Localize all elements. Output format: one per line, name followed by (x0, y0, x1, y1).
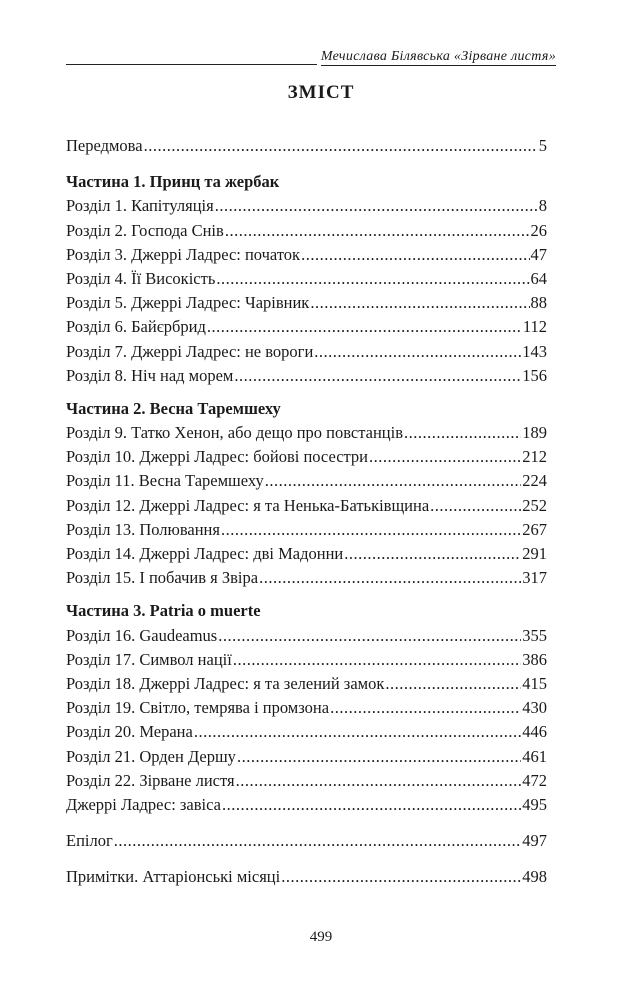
part-heading: Частина 3. Patria o muerte (66, 601, 261, 621)
entry-page: 495 (522, 794, 547, 814)
dot-leader (237, 745, 521, 769)
header-rule (66, 64, 317, 65)
toc-entry-preface[interactable] (66, 134, 547, 158)
entry-page: 430 (522, 698, 547, 718)
toc-entry[interactable] (66, 769, 547, 793)
entry-label: Розділ 9. Татко Хенон, або дещо про повстанців (66, 423, 404, 443)
toc-entry[interactable] (66, 494, 547, 518)
toc-entry[interactable] (66, 291, 547, 315)
entry-label: Розділ 15. І побачив я Звіра (66, 568, 259, 588)
entry-page: 317 (522, 568, 547, 588)
entry-page: 252 (522, 495, 547, 515)
entry-page: 267 (522, 519, 547, 539)
entry-label: Розділ 22. Зірване листя (66, 770, 235, 790)
dot-leader (114, 829, 522, 853)
entry-page: 224 (522, 471, 547, 491)
toc-entry[interactable] (66, 720, 547, 744)
dot-leader (310, 291, 529, 315)
dot-leader (221, 518, 521, 542)
toc-entry[interactable] (66, 219, 547, 243)
entry-page: 88 (530, 293, 547, 313)
entry-page: 415 (522, 673, 547, 693)
entry-label: Примітки. Аттаріонські місяці (66, 867, 281, 887)
dot-leader (234, 364, 521, 388)
entry-label: Розділ 3. Джеррі Ладрес: початок (66, 244, 301, 264)
dot-leader (218, 624, 521, 648)
entry-label: Розділ 13. Полювання (66, 519, 220, 539)
entry-page: 64 (530, 268, 547, 288)
dot-leader (281, 865, 521, 889)
entry-label: Розділ 4. Її Високість (66, 268, 216, 288)
dot-leader (215, 194, 538, 218)
toc-entry-notes[interactable] (66, 865, 547, 889)
dot-leader (369, 445, 521, 469)
toc-entry[interactable] (66, 793, 547, 817)
dot-leader (344, 542, 521, 566)
entry-label: Розділ 5. Джеррі Ладрес: Чарівник (66, 293, 310, 313)
toc-entry[interactable] (66, 745, 547, 769)
running-header (66, 44, 556, 66)
entry-label: Розділ 18. Джеррі Ладрес: я та зелений замок (66, 673, 385, 693)
entry-label: Розділ 14. Джеррі Ладрес: дві Мадонни (66, 544, 344, 563)
entry-label: Розділ 19. Світло, темрява і промзона (66, 698, 330, 718)
toc-entry[interactable] (66, 672, 547, 696)
entry-page: 461 (522, 746, 547, 766)
toc-entry[interactable] (66, 566, 547, 590)
entry-page: 156 (522, 365, 547, 385)
toc-entry[interactable] (66, 542, 547, 566)
dot-leader (236, 769, 522, 793)
dot-leader (225, 219, 530, 243)
toc-entry[interactable] (66, 194, 547, 218)
dot-leader (430, 494, 521, 518)
entry-page: 143 (522, 341, 547, 361)
entry-page: 26 (530, 220, 547, 240)
dot-leader (314, 340, 521, 364)
toc-entry[interactable] (66, 469, 547, 493)
entry-page: 189 (522, 423, 547, 443)
entry-page: 386 (522, 649, 547, 669)
dot-leader (259, 566, 521, 590)
entry-page: 355 (522, 625, 547, 645)
entry-page: 446 (522, 722, 547, 742)
dot-leader (404, 421, 521, 445)
toc-entry-epilogue[interactable] (66, 829, 547, 853)
entry-page: 497 (522, 831, 547, 851)
toc-entry[interactable] (66, 624, 547, 648)
entry-label: Розділ 6. Байєрбрид (66, 317, 206, 337)
entry-page: 8 (538, 196, 547, 216)
entry-page: 112 (522, 317, 547, 337)
table-of-contents (66, 134, 547, 889)
toc-entry[interactable] (66, 696, 547, 720)
entry-label: Розділ 11. Весна Таремшеху (66, 471, 264, 491)
entry-page: 212 (522, 447, 547, 467)
toc-entry[interactable] (66, 267, 547, 291)
running-title: Мечислава Білявська «Зірване листя» (320, 49, 556, 64)
dot-leader (216, 267, 529, 291)
part-heading: Частина 2. Весна Таремшеху (66, 398, 281, 418)
entry-label: Джеррі Ладрес: завіса (66, 794, 221, 814)
entry-label: Розділ 21. Орден Дершу (66, 746, 236, 766)
entry-label: Розділ 7. Джеррі Ладрес: не вороги (66, 341, 314, 361)
entry-page: 47 (530, 244, 547, 264)
entry-page: 472 (522, 770, 547, 790)
entry-page: 498 (522, 867, 547, 887)
entry-label: Розділ 16. Gaudeamus (66, 625, 218, 645)
toc-entry[interactable] (66, 364, 547, 388)
toc-entry[interactable] (66, 518, 547, 542)
part-heading: Частина 1. Принц та жербак (66, 172, 280, 192)
toc-entry[interactable] (66, 445, 547, 469)
entry-label: Розділ 8. Ніч над морем (66, 365, 234, 385)
dot-leader (194, 720, 521, 744)
dot-leader (144, 134, 538, 158)
toc-entry[interactable] (66, 243, 547, 267)
page-number: 499 (309, 929, 333, 945)
entry-label: Розділ 2. Господа Снів (66, 220, 224, 240)
entry-label: Розділ 1. Капітуляція (66, 196, 214, 216)
toc-entry[interactable] (66, 340, 547, 364)
entry-label: Розділ 20. Мерана (66, 722, 193, 742)
entry-page: 5 (538, 136, 547, 155)
entry-label: Розділ 12. Джеррі Ладрес: я та Ненька-Батьківщина (66, 495, 430, 515)
dot-leader (222, 793, 521, 817)
toc-entry[interactable] (66, 421, 547, 445)
dot-leader (207, 315, 522, 339)
dot-leader (385, 672, 521, 696)
entry-label: Розділ 17. Символ нації (66, 649, 232, 669)
page-title: ЗМІСТ (287, 82, 355, 103)
entry-label: Передмова (66, 136, 143, 155)
dot-leader (265, 469, 522, 493)
dot-leader (330, 696, 521, 720)
entry-label: Розділ 10. Джеррі Ладрес: бойові посестри (66, 447, 369, 467)
dot-leader (301, 243, 529, 267)
entry-page: 291 (522, 544, 547, 563)
toc-entry[interactable] (66, 648, 547, 672)
entry-label: Епілог (66, 831, 113, 851)
dot-leader (233, 648, 521, 672)
toc-entry[interactable] (66, 315, 547, 339)
